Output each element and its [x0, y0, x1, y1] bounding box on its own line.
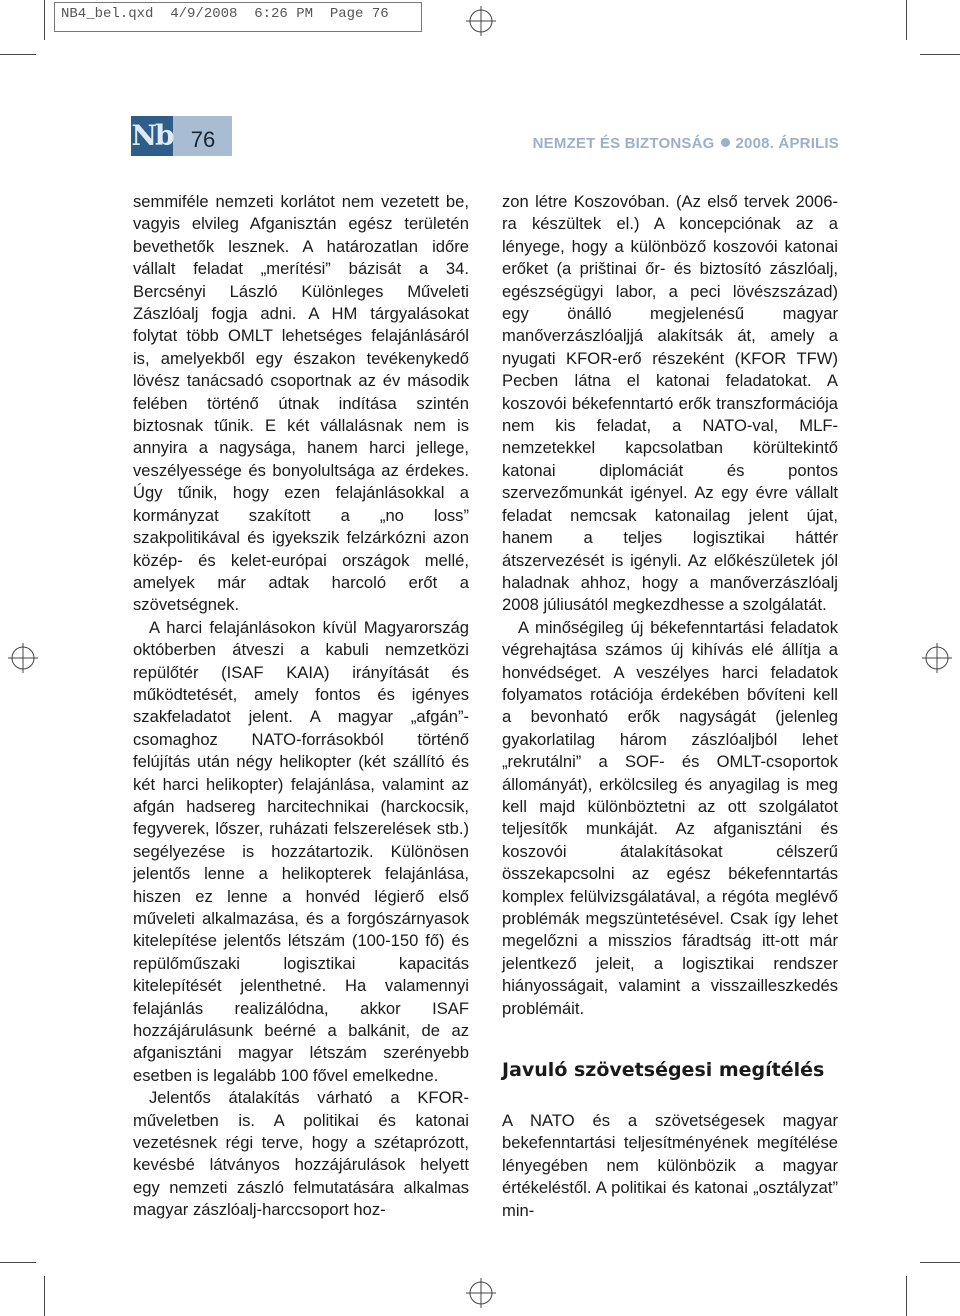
running-head: [533, 135, 839, 152]
registration-mark-icon: [466, 6, 496, 36]
bullet-icon: [721, 138, 730, 147]
registration-mark-icon: [466, 1278, 496, 1308]
registration-mark-icon: [922, 643, 952, 673]
paragraph: A NATO és a szövetségesek magyar bekefenntartási teljesítményének megítélése lényegében nem különbözik a magyar értékeléstől. A politikai és katonai „osztályzat” min-: [502, 1111, 838, 1220]
paragraph: Jelentős átalakítás várható a KFOR-műveletben is. A politikai és katonai vezetésnek régi terve, hogy a szétaprózott, kevésbé látványos hozzájárulások helyett egy nemzeti zászló felmutatására alkalmas magyar zászlóalj-harccsoport hoz-: [133, 1088, 469, 1220]
page-number: 76: [190, 127, 216, 152]
file-slug: NB4_bel.qxd 4/9/2008 6:26 PM Page 76: [54, 2, 422, 32]
left-column: [133, 191, 469, 1222]
crop-mark: [920, 54, 960, 55]
running-head-date: 2008. ÁPRILIS: [735, 135, 839, 152]
paragraph: semmiféle nemzeti korlátot nem vezetett be, vagyis elvileg Afganisztán egész területén bevethetők lesznek. A határozatlan időre vállalt feladat „merítési” bázisát a 34. Bercsényi László Különleges Műveleti Zászlóalj fogja adni. A HM tárgyalásokat folytat több OMLT lehetséges felajánlásáról is, amelyekből egy északon tevékenykedő lövész tanácsadó csoportnak az év második felében történő útnak indítása szintén biztosnak tűnik. E két vállalásnak nem is annyira a nagysága, hanem harci jellege, veszélyessége és bonyolultsága az érdekes. Úgy tűnik, hogy ezen felajánlásokkal a kormányzat szakított a „no loss” szakpolitikával és igyekszik felzárkózni azon közép- és kelet-európai országok mellé, amelyek már adtak harcoló erőt a szövetségnek.: [133, 192, 469, 615]
crop-mark: [44, 0, 45, 40]
section-heading: Javuló szövetségesi megítélés: [502, 1059, 825, 1082]
paragraph: A minőségileg új békefenntartási feladatok végrehajtása számos új kihívás elé állítja a honvédséget. A veszélyes harci feladatok folyamatos rotációja érdekében bővíteni kell a bevonható erők nagyságát (jelenleg gyakorlatilag három zászlóaljból lehet „rekrutálni” a SOF- és OMLT-csoportok állományát), erkölcsileg és anyagilag is meg kell majd különböztetni az ott szolgálatot teljesítők munkáját. Az afganisztáni és koszovói átalakításokat célszerű összekapcsolni az egész békefenntartás komplex felülvizsgálatával, a régóta meglévő problémák megszüntetésével. Csak így lehet megelőzni a misszios fáradtság itt-ott már jelentkező jeleit, a logisztikai rendszer hiányosságait, valamint a visszailleszkedés problémáit.: [502, 617, 838, 1018]
journal-logo-icon: Nb: [131, 116, 173, 156]
crop-mark: [906, 1276, 907, 1316]
crop-mark: [0, 1262, 36, 1263]
paragraph: A harci felajánlásokon kívül Magyarország októberben átveszi a kabuli nemzetközi repülőtér (ISAF KAIA) irányítását és működtetését, amely fontos és igényes szakfeladatot jelent. A magyar „afgán”-csomaghoz NATO-forrásokból történő felújítás után négy helikopter (két szállító és két harci helikopter) felajánlása, valamint az afgán hadsereg harcitechnikai (harckocsik, fegyverek, lőszer, ruházati felszerelések stb.) segélyezése is hozzátartozik. Különösen jelentős lenne a helikopterek felajánlása, hiszen ez lenne a honvéd légierő első műveleti alkalmazása, és a forgószárnyasok kitelepítése jelentős létszám (100-150 fő) és repülőműszaki logisztikai kapacitás kitelepítését jelenthetné. Ha valamennyi felajánlás realizálódna, akkor ISAF hozzájárulásunk beérné a balkánit, de az afganisztáni magyar létszám szerényebb esetben is legalább 100 fővel emelkedne.: [133, 617, 469, 1085]
crop-mark: [920, 1262, 960, 1263]
paragraph: zon létre Koszovóban. (Az első tervek 2006-ra készültek el.) A koncepciónak az a lényege, hogy a különböző koszovói katonai erőket (a prištinai őr- és biztosító zászlóalj, egészségügyi labor, a peci lövészszázad) egy önálló megjelenésű magyar manőverzászlóaljjá alakítsák át, amely a nyugati KFOR-erő részeként (KFOR TFW) Pecben látna el katonai feladatokat. A koszovói békefenntartó erők transzformációja nem kis feladat, a NATO-val, MLF-nemzetekkel kapcsolatban körültekintő katonai diplomáciát és pontos szervezőmunkát igényel. Az egy évre vállalt feladat nemcsak katonailag jelent újat, hanem a teljes logisztikai háttér átszervezését is igényli. Az előkészületek jól haladnak ahhoz, hogy a manőverzászlóalj 2008 júliusától megkezdhesse a szolgálatát.: [502, 192, 838, 615]
registration-mark-icon: [8, 643, 38, 673]
crop-mark: [906, 0, 907, 40]
running-head-title: NEMZET ÉS BIZTONSÁG: [532, 135, 715, 152]
crop-mark: [44, 1276, 45, 1316]
crop-mark: [0, 54, 36, 55]
right-column: [502, 191, 838, 1222]
